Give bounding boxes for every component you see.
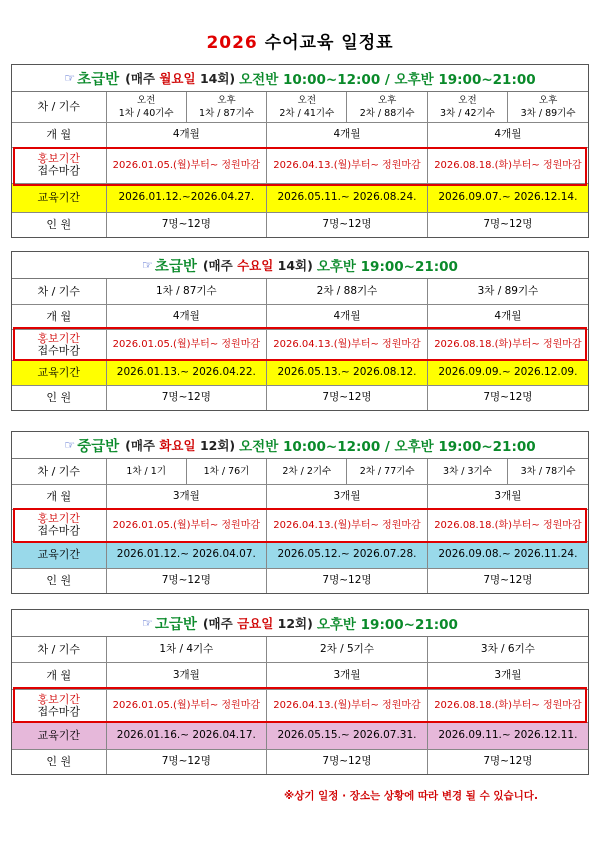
table-row [12,212,588,237]
promo-cell: 2026.08.18.(화)부터~ 정원마감 [427,147,588,183]
people-cell: 7명~12명 [267,568,428,593]
cohort-label: 차 / 기수 [12,279,106,304]
people-cell: 7명~12명 [427,212,588,237]
promo-cell: 2026.04.13.(월)부터~ 정원마감 [267,509,428,541]
months-cell: 3개월 [427,484,588,509]
promo-label: 홍보기간 접수마감 [12,147,106,183]
cohort-cell: 1차 / 87기수 [106,279,267,304]
promo-cell: 2026.01.05.(월)부터~ 정원마감 [106,509,267,541]
class-frequency: (매주 월요일 14회) [125,71,236,86]
cohort-cell: 2차 / 5기수 [267,637,428,662]
table-row [12,329,588,360]
class-day: 화요일 [159,438,196,453]
class-name: 초급반 [154,258,197,275]
class-frequency: (매주 금요일 12회) [202,616,313,631]
months-cell: 4개월 [427,122,588,147]
cohort-cell: 오전 3차 / 42기수 [427,92,507,122]
table-row [12,122,588,147]
cohort-cell: 오전 2차 / 41기수 [267,92,347,122]
months-cell: 3개월 [427,662,588,689]
schedule-table [12,92,588,237]
class-frequency: (매주 수요일 14회) [202,258,313,273]
months-cell: 4개월 [427,304,588,329]
cohort-cell: 3차 / 3기수 [427,459,507,484]
table-row [12,459,588,484]
people-label: 인 원 [12,212,106,237]
edu-cell: 2026.01.12.~ 2026.04.07. [106,541,267,568]
table-row [12,662,588,689]
table-row [12,722,588,749]
table-row [12,183,588,212]
people-cell: 7명~12명 [267,212,428,237]
promo-cell: 2026.08.18.(화)부터~ 정원마감 [427,689,588,722]
cohort-cell: 3차 / 6기수 [427,637,588,662]
months-label: 개 월 [12,662,106,689]
edu-cell: 2026.01.12.~2026.04.27. [106,183,267,212]
pointing-hand-icon: ☞ [64,438,76,452]
table-row [12,360,588,385]
table-row [12,147,588,183]
promo-cell: 2026.08.18.(화)부터~ 정원마감 [427,329,588,360]
people-cell: 7명~12명 [106,385,267,410]
months-cell: 4개월 [267,304,428,329]
months-cell: 3개월 [106,662,267,689]
table-row [12,484,588,509]
cohort-label: 차 / 기수 [12,459,106,484]
table-row [12,385,588,410]
people-cell: 7명~12명 [427,568,588,593]
cohort-cell: 2차 / 88기수 [267,279,428,304]
class-time: 오전반 10:00~12:00 / 오후반 19:00~21:00 [239,72,536,88]
people-cell: 7명~12명 [427,385,588,410]
cohort-cell: 오후 3차 / 89기수 [508,92,588,122]
people-label: 인 원 [12,749,106,774]
promo-label: 홍보기간 접수마감 [12,509,106,541]
class-name: 고급반 [154,616,197,633]
edu-cell: 2026.05.12.~ 2026.07.28. [267,541,428,568]
months-cell: 4개월 [267,122,428,147]
edu-label: 교육기간 [12,722,106,749]
schedule-table [12,459,588,593]
edu-label: 교육기간 [12,541,106,568]
edu-label: 교육기간 [12,183,106,212]
edu-cell: 2026.05.15.~ 2026.07.31. [267,722,428,749]
months-cell: 3개월 [267,662,428,689]
class-day: 월요일 [159,71,196,86]
promo-label: 홍보기간 접수마감 [12,329,106,360]
class-day: 수요일 [237,258,274,273]
promo-cell: 2026.04.13.(월)부터~ 정원마감 [267,147,428,183]
cohort-cell: 1차 / 76기 [186,459,266,484]
edu-label: 교육기간 [12,360,106,385]
title-year: 2026 [206,33,258,53]
edu-cell: 2026.05.13.~ 2026.08.12. [267,360,428,385]
months-label: 개 월 [12,304,106,329]
people-label: 인 원 [12,568,106,593]
people-cell: 7명~12명 [427,749,588,774]
edu-cell: 2026.09.09.~ 2026.12.09. [427,360,588,385]
cohort-cell: 오후 1차 / 87기수 [186,92,266,122]
people-cell: 7명~12명 [267,749,428,774]
promo-cell: 2026.01.05.(월)부터~ 정원마감 [106,689,267,722]
cohort-cell: 1차 / 1기 [106,459,186,484]
edu-cell: 2026.09.11.~ 2026.12.11. [427,722,588,749]
class-time: 오후반 19:00~21:00 [316,617,458,633]
table-row [12,92,588,122]
schedule-beginner-monday [11,64,589,238]
page-title [0,28,600,53]
block-header [12,65,588,92]
months-cell: 3개월 [106,484,267,509]
table-row [12,568,588,593]
edu-cell: 2026.01.16.~ 2026.04.17. [106,722,267,749]
schedule-table [12,637,588,774]
promo-cell: 2026.08.18.(화)부터~ 정원마감 [427,509,588,541]
class-time: 오후반 19:00~21:00 [316,259,458,275]
people-label: 인 원 [12,385,106,410]
class-day: 금요일 [237,616,274,631]
table-row [12,541,588,568]
cohort-label: 차 / 기수 [12,637,106,662]
promo-cell: 2026.04.13.(월)부터~ 정원마감 [267,689,428,722]
promo-cell: 2026.04.13.(월)부터~ 정원마감 [267,329,428,360]
edu-cell: 2026.01.13.~ 2026.04.22. [106,360,267,385]
table-row [12,509,588,541]
block-header [12,252,588,279]
schedule-beginner-wednesday [11,251,589,411]
footnote: ※상기 일정 · 장소는 상황에 따라 변경 될 수 있습니다. [284,790,538,802]
class-name: 중급반 [77,438,120,455]
title-text: 수어교육 일정표 [264,33,394,53]
pointing-hand-icon: ☞ [142,258,153,272]
cohort-cell: 1차 / 4기수 [106,637,267,662]
cohort-cell: 3차 / 89기수 [427,279,588,304]
months-label: 개 월 [12,484,106,509]
edu-cell: 2026.09.08.~ 2026.11.24. [427,541,588,568]
class-frequency: (매주 화요일 12회) [125,438,236,453]
promo-cell: 2026.01.05.(월)부터~ 정원마감 [106,147,267,183]
cohort-cell: 2차 / 2기수 [267,459,347,484]
cohort-cell: 오후 2차 / 88기수 [347,92,427,122]
people-cell: 7명~12명 [106,568,267,593]
schedule-advanced-friday [11,609,589,775]
table-row [12,749,588,774]
table-row [12,279,588,304]
pointing-hand-icon: ☞ [64,71,76,85]
cohort-cell: 3차 / 78기수 [508,459,588,484]
table-row [12,637,588,662]
months-cell: 4개월 [106,304,267,329]
class-name: 초급반 [77,71,120,88]
block-header [12,432,588,459]
promo-cell: 2026.01.05.(월)부터~ 정원마감 [106,329,267,360]
months-cell: 3개월 [267,484,428,509]
cohort-cell: 오전 1차 / 40기수 [106,92,186,122]
pointing-hand-icon: ☞ [142,616,153,630]
schedule-intermediate-tuesday [11,431,589,594]
table-row [12,304,588,329]
cohort-cell: 2차 / 77기수 [347,459,427,484]
people-cell: 7명~12명 [106,212,267,237]
class-time: 오전반 10:00~12:00 / 오후반 19:00~21:00 [239,439,536,455]
months-label: 개 월 [12,122,106,147]
table-row [12,689,588,722]
block-header [12,610,588,637]
edu-cell: 2026.05.11.~ 2026.08.24. [267,183,428,212]
people-cell: 7명~12명 [106,749,267,774]
edu-cell: 2026.09.07.~ 2026.12.14. [427,183,588,212]
people-cell: 7명~12명 [267,385,428,410]
months-cell: 4개월 [106,122,267,147]
promo-label: 홍보기간 접수마감 [12,689,106,722]
schedule-table [12,279,588,410]
cohort-label: 차 / 기수 [12,92,106,122]
